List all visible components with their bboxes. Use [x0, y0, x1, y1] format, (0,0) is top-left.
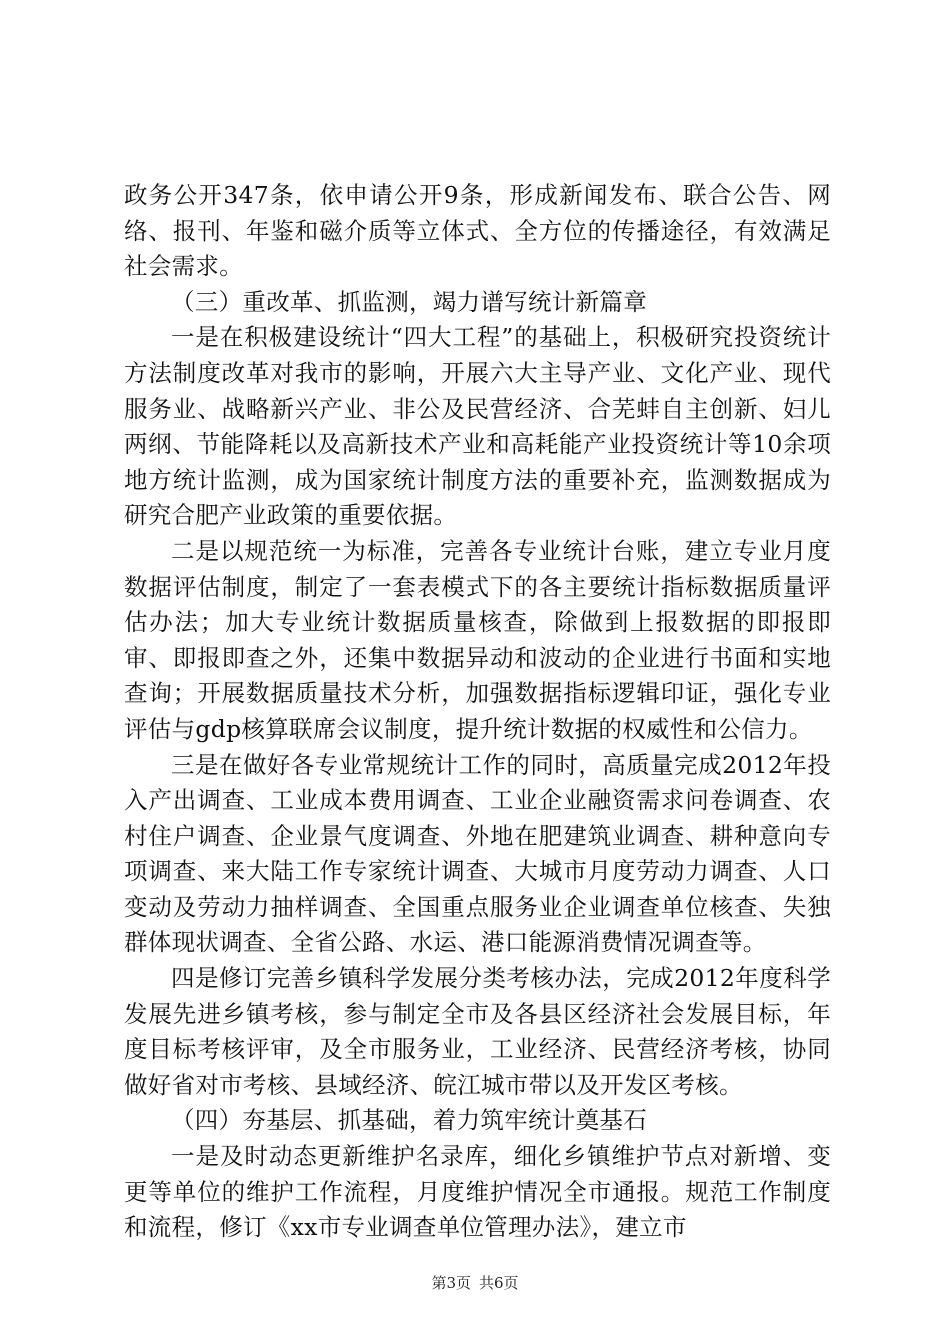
document-body [124, 178, 831, 1246]
page-number: 第3页 [431, 1274, 471, 1292]
paragraph-item-5: 一是及时动态更新维护名录库，细化乡镇维护节点对新增、变更等单位的维护工作流程，月度维护情况全市通报。规范工作制度和流程，修订《xx市专业调查单位管理办法》，建立市 [124, 1142, 831, 1242]
paragraph-item-2: 二是以规范统一为标准，完善各专业统计台账，建立专业月度数据评估制度，制定了一套表模式下的各主要统计指标数据质量评估办法；加大专业统计数据质量核查，除做到上报数据的即报即审、即报即查之外，还集中数据异动和波动的企业进行书面和实地查询；开展数据质量技术分析，加强数据指标逻辑印证，强化专业评估与gdp核算联席会议制度，提升统计数据的权威性和公信力。 [124, 536, 831, 743]
paragraph-item-1: 一是在积极建设统计“四大工程”的基础上，积极研究投资统计方法制度改革对我市的影响，开展六大主导产业、文化产业、现代服务业、战略新兴产业、非公及民营经济、合芜蚌自主创新、妇儿两纲、节能降耗以及高新技术产业和高耗能产业投资统计等10余项地方统计监测，成为国家统计制度方法的重要补充，监测数据成为研究合肥产业政策的重要依据。 [124, 323, 831, 530]
section-heading-4: （四）夯基层、抓基础，着力筑牢统计奠基石 [171, 1106, 647, 1135]
page-footer [0, 1272, 950, 1293]
paragraph-item-3: 三是在做好各专业常规统计工作的同时，高质量完成2012年投入产出调查、工业成本费用调查、工业企业融资需求问卷调查、农村住户调查、企业景气度调查、外地在肥建筑业调查、耕种意向专项调查、来大陆工作专家统计调查、大城市月度劳动力调查、人口变动及劳动力抽样调查、全国重点服务业企业调查单位核查、失独群体现状调查、全省公路、水运、港口能源消费情况调查等。 [124, 750, 831, 957]
section-heading-3: （三）重改革、抓监测，竭力谱写统计新篇章 [171, 287, 647, 316]
paragraph-continuation: 政务公开347条，依申请公开9条，形成新闻发布、联合公告、网络、报刊、年鉴和磁介质等立体式、全方位的传播途径，有效满足社会需求。 [124, 181, 831, 281]
paragraph-item-4: 四是修订完善乡镇科学发展分类考核办法，完成2012年度科学发展先进乡镇考核，参与制定全市及各县区经济社会发展目标，年度目标考核评审，及全市服务业，工业经济、民营经济考核，协同做好省对市考核、县域经济、皖江城市带以及开发区考核。 [124, 964, 831, 1099]
page-total: 共6页 [479, 1274, 519, 1292]
